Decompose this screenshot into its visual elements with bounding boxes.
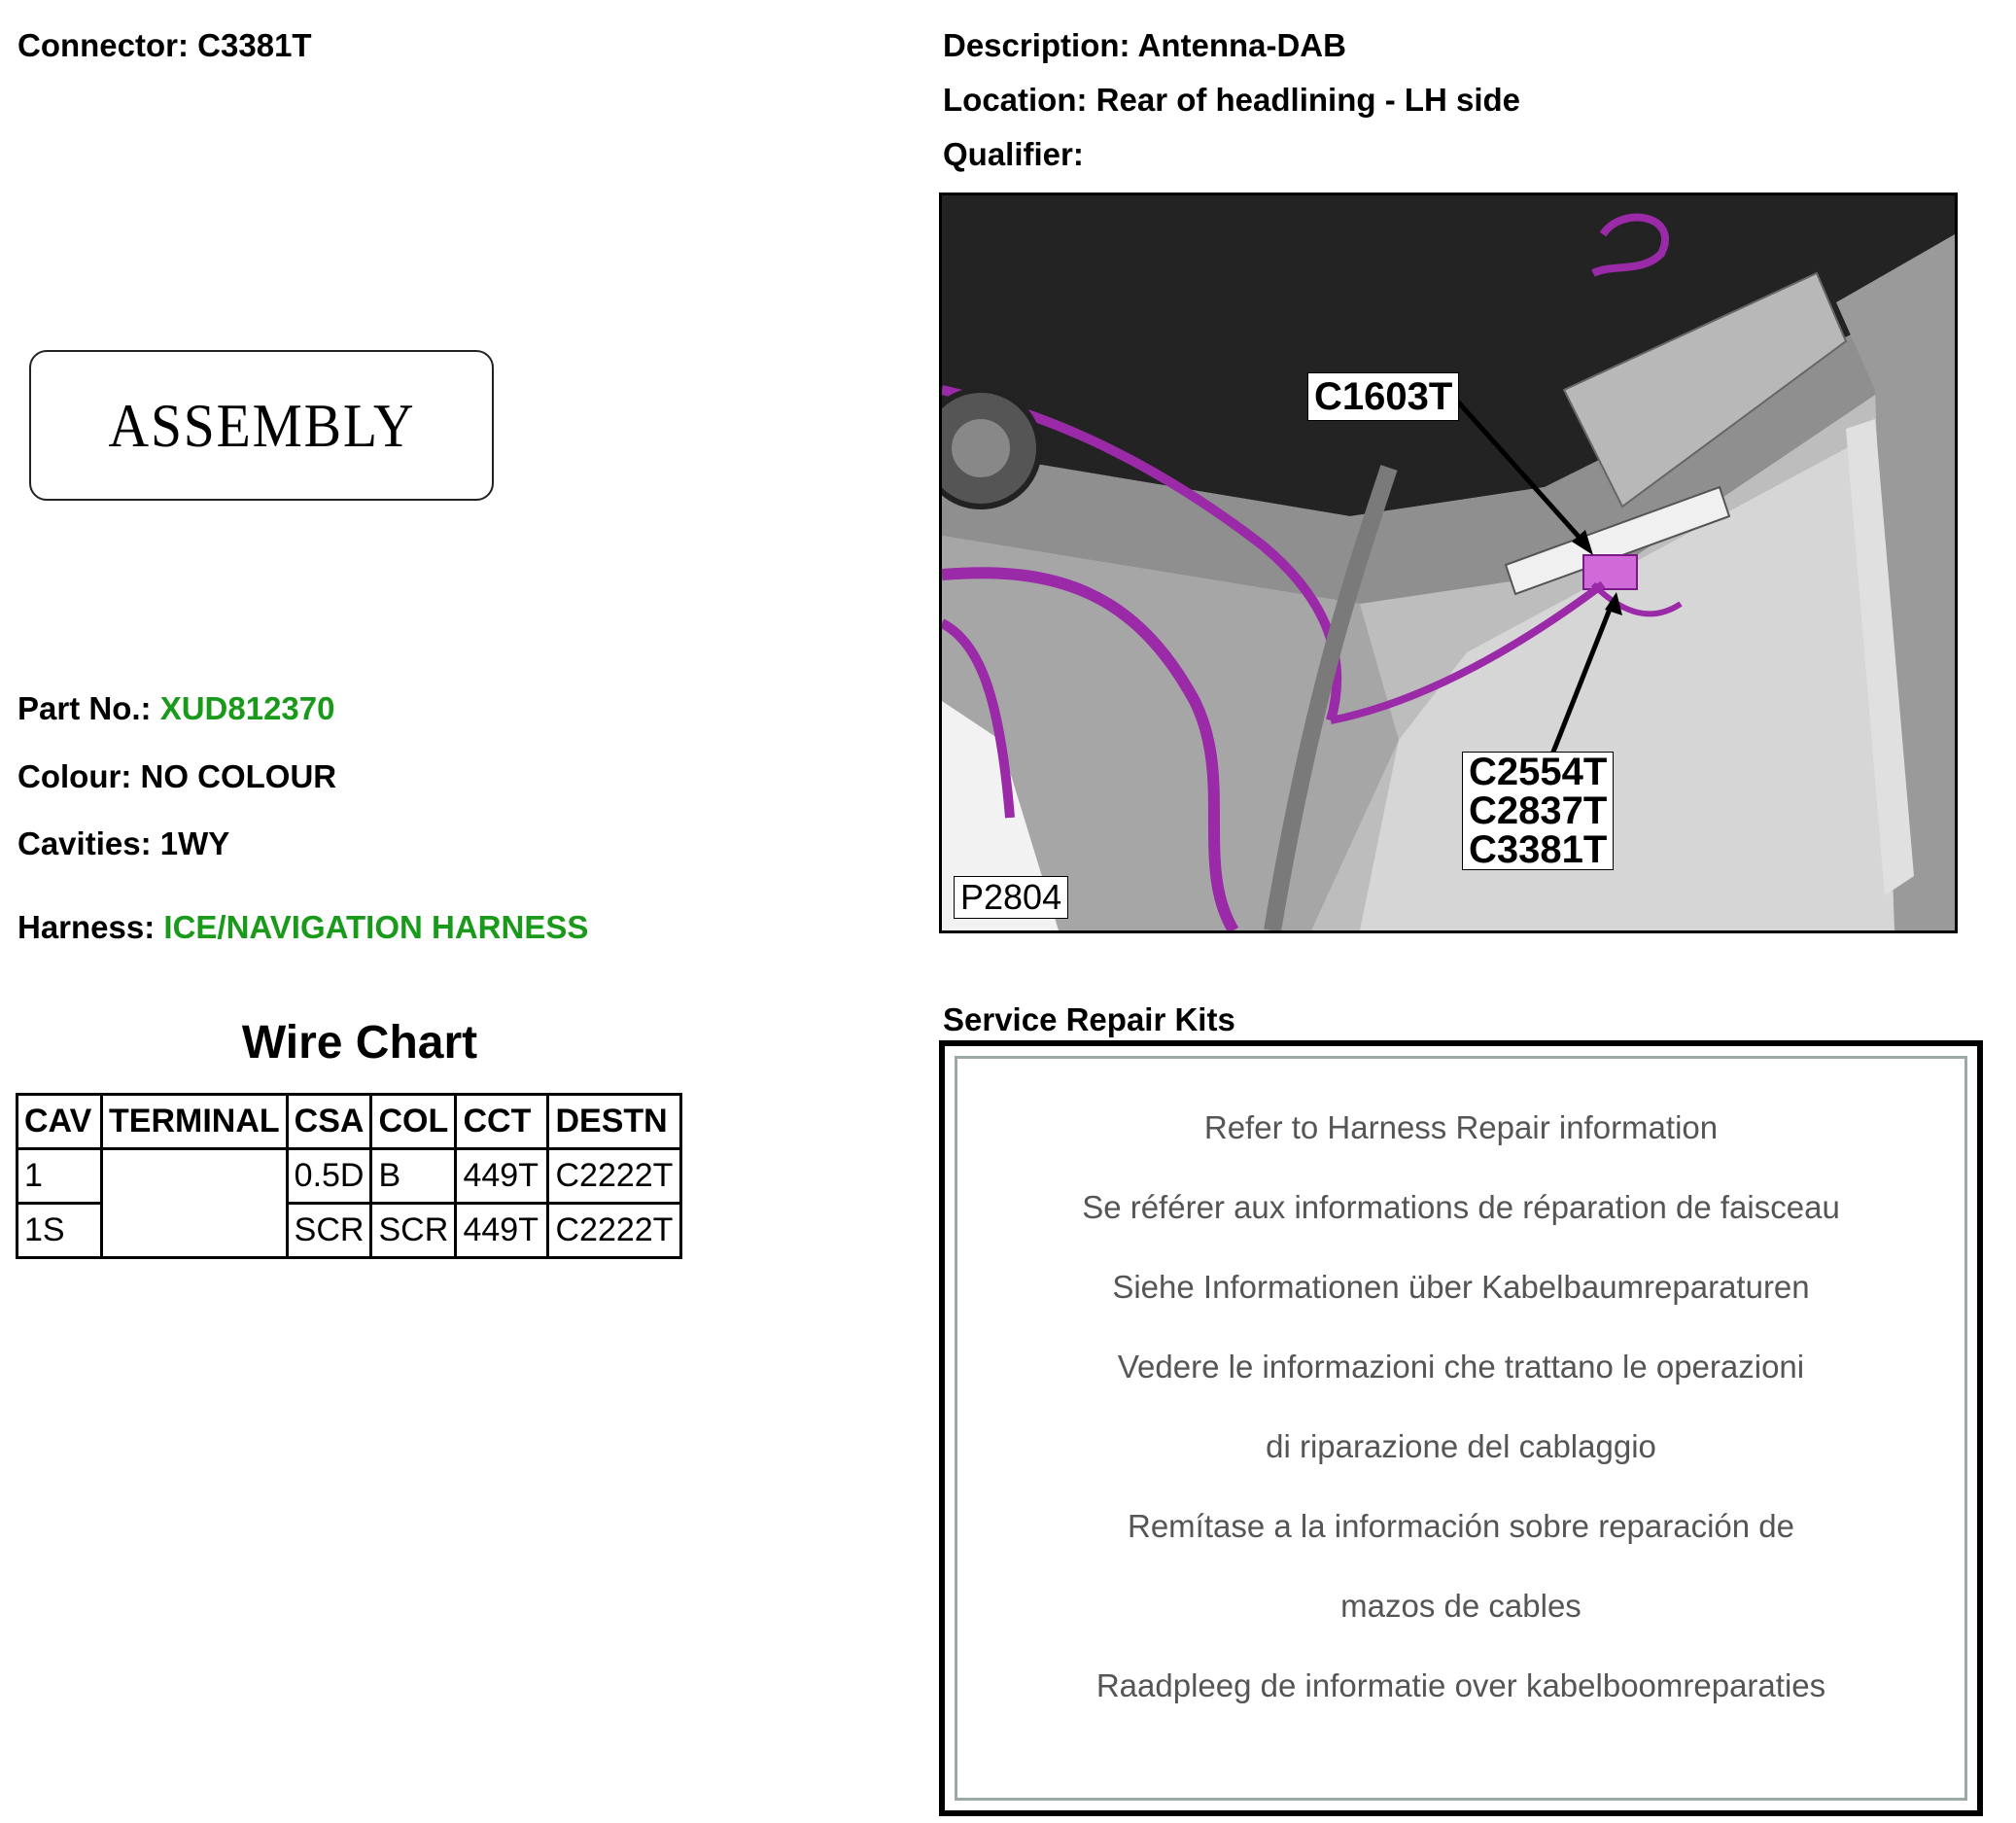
col-header-destn: DESTN: [548, 1095, 681, 1149]
description-line: [943, 27, 1346, 64]
assembly-box: [29, 350, 494, 501]
cell-csa: SCR: [287, 1204, 371, 1258]
cavities-line: [17, 825, 229, 862]
connector-label: Connector:: [17, 27, 189, 63]
part-number-line: [17, 690, 334, 727]
cell-col: B: [371, 1149, 456, 1204]
repair-kits-box: [939, 1040, 1983, 1816]
repair-kits-inner: [955, 1056, 1967, 1801]
col-header-cct: CCT: [456, 1095, 548, 1149]
table-row: [17, 1149, 681, 1204]
repair-kit-line: Remítase a la información sobre reparación de: [1127, 1508, 1795, 1544]
repair-kit-line: mazos de cables: [1340, 1588, 1582, 1624]
callout-c2554t: C2554T: [1469, 751, 1608, 793]
location-line: [943, 82, 1520, 119]
figure-id: P2804: [954, 876, 1068, 919]
repair-kit-line: Vedere le informazioni che trattano le operazioni: [1117, 1349, 1805, 1385]
col-header-terminal: TERMINAL: [102, 1095, 288, 1149]
wire-chart-header-row: [17, 1095, 681, 1149]
cell-cct: 449T: [456, 1204, 548, 1258]
location-value: Rear of headlining - LH side: [1095, 82, 1521, 118]
part-number-label: Part No.:: [17, 690, 152, 726]
cell-terminal: [102, 1149, 288, 1258]
harness-link[interactable]: ICE/NAVIGATION HARNESS: [163, 909, 589, 945]
connector-location-diagram: [939, 193, 1958, 933]
qualifier-label: Qualifier:: [943, 136, 1084, 172]
connector-heading: [17, 27, 312, 64]
callout-c3381t: C3381T: [1469, 828, 1608, 871]
cell-cav: 1S: [17, 1204, 102, 1258]
description-value: Antenna-DAB: [1137, 27, 1346, 63]
callout-c2837t: C2837T: [1469, 789, 1608, 832]
colour-value: NO COLOUR: [140, 758, 337, 794]
cell-cct: 449T: [456, 1149, 548, 1204]
col-header-csa: CSA: [287, 1095, 371, 1149]
qualifier-line: [943, 136, 1084, 173]
cell-col: SCR: [371, 1204, 456, 1258]
cell-cav: 1: [17, 1149, 102, 1204]
harness-line: [17, 909, 588, 946]
col-header-cav: CAV: [17, 1095, 102, 1149]
location-label: Location:: [943, 82, 1088, 118]
cell-destn: C2222T: [548, 1149, 681, 1204]
diagram-illustration: [942, 195, 1955, 930]
colour-line: [17, 758, 336, 795]
repair-kit-line: Siehe Informationen über Kabelbaumreparaturen: [1112, 1269, 1810, 1305]
harness-label: Harness:: [17, 909, 156, 945]
cavities-value: 1WY: [159, 825, 230, 861]
colour-label: Colour:: [17, 758, 132, 794]
repair-kit-line: Refer to Harness Repair information: [1203, 1109, 1719, 1145]
repair-kit-line: di riparazione del cablaggio: [1266, 1428, 1656, 1464]
cavities-label: Cavities:: [17, 825, 152, 861]
part-number-link[interactable]: XUD812370: [159, 690, 335, 726]
callout-c1603t: C1603T: [1307, 372, 1459, 421]
assembly-text: ASSEMBLY: [108, 390, 415, 460]
callout-group: [1462, 752, 1614, 870]
wire-chart-title: Wire Chart: [241, 1017, 478, 1069]
repair-kits-title: Service Repair Kits: [943, 1001, 1235, 1037]
cell-csa: 0.5D: [287, 1149, 371, 1204]
repair-kit-line: Se référer aux informations de réparation de faisceau: [1082, 1189, 1840, 1225]
repair-kit-line: Raadpleeg de informatie over kabelboomreparaties: [1095, 1667, 1826, 1703]
col-header-col: COL: [371, 1095, 456, 1149]
connector-value: C3381T: [197, 27, 312, 63]
cell-destn: C2222T: [548, 1204, 681, 1258]
wire-chart-table: [16, 1093, 682, 1259]
description-label: Description:: [943, 27, 1130, 63]
